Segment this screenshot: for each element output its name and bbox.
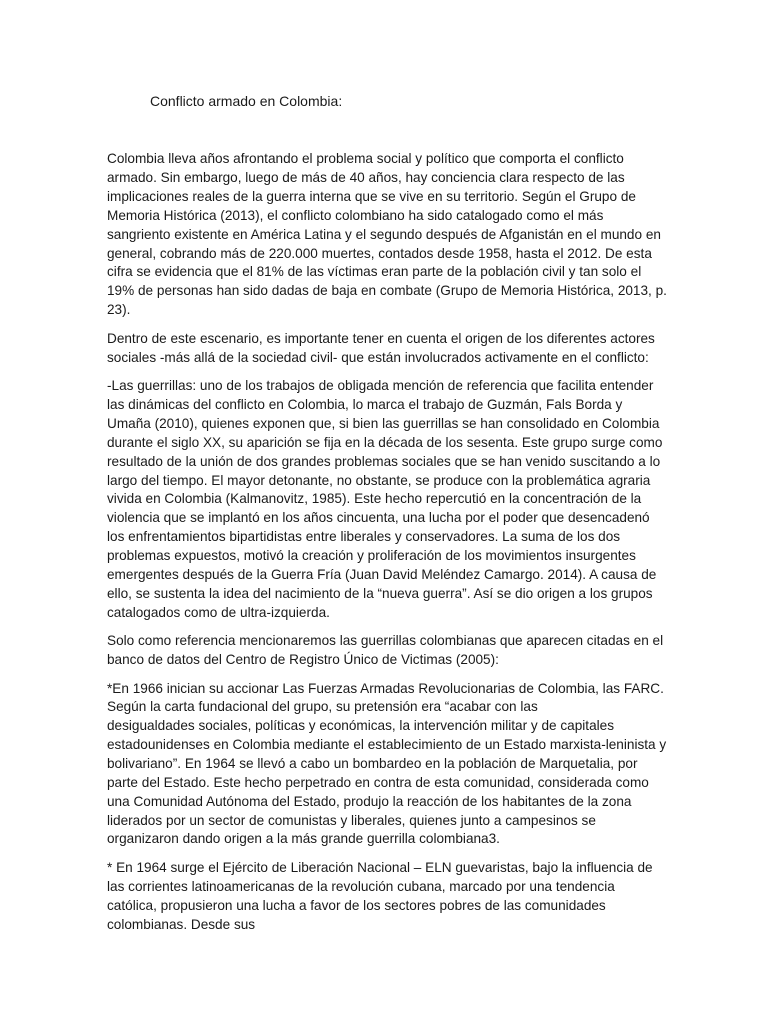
paragraph-eln: * En 1964 surge el Ejército de Liberación Nacional – ELN guevaristas, bajo la influencia de las corrientes latinoamericanas de la revolución cubana, marcado por una tendencia católica, propusieron una lucha a favor de los sectores pobres de las comunidades colombianas. Desde sus	[107, 859, 653, 932]
paragraph-intro: Colombia lleva años afrontando el problema social y político que comporta el conflicto armado. Sin embargo, luego de más de 40 años, hay conciencia clara respecto de las implicaciones reales de la guerra interna que se vive en su territorio. Según el Grupo de Memoria Histórica (2013), el conflicto colombiano ha sido catalogado como el más sangriento existente en América Latina y el segundo después de Afganistán en el mundo en general, cobrando más de 220.000 muertes, contados desde 1958, hasta el 2012. De esta cifra se evidencia que el 81% de las víctimas eran parte de la población civil y tan solo el 19% de personas han sido dadas de baja en combate (Grupo de Memoria Histórica, 2013, p. 23).	[107, 151, 667, 318]
paragraph-farc-start: *En 1966 inician su accionar Las Fuerzas Armadas Revolucionarias de Colombia, las FARC. Según la carta fundacional del grupo, su pretensión era “acabar con las	[107, 680, 664, 715]
text-block-page-1	[107, 150, 667, 727]
paragraph-farc-continued: desigualdades sociales, políticas y económicas, la intervención militar y de capitales estadounidenses en Colombia mediante el establecimiento de un Estado marxista-leninista y bolivariano”. En 1964 se llevó a cabo un bombardeo en la población de Marquetalia, por parte del Estado. Este hecho perpetrado en contra de esta comunidad, considerada como una Comunidad Autónoma del Estado, produjo la reacción de los habitantes de la zona liderados por un sector de comunistas y liberales, quienes junto a campesinos se organizaron dando origen a la más grande guerrilla colombiana3.	[107, 718, 667, 847]
paragraph-guerrillas: -Las guerrillas: uno de los trabajos de obligada mención de referencia que facilita entender las dinámicas del conflicto en Colombia, lo marca el trabajo de Guzmán, Fals Borda y Umaña (2010), quienes exponen que, si bien las guerrillas se han consolidado en Colombia durante el siglo XX, su aparición se fija en la década de los sesenta. Este grupo surge como resultado de la unión de dos grandes problemas sociales que se han venido suscitando a lo largo del tiempo. El mayor detonante, no obstante, se produce con la problemática agraria vivida en Colombia (Kalmanovitz, 1985). Este hecho repercutió en la concentración de la violencia que se implantó en los años cincuenta, una lucha por el poder que desencadenó los enfrentamientos bipartidistas entre liberales y conservadores. La suma de los dos problemas expuestos, motivó la creación y proliferación de los movimientos insurgentes emergentes después de la Guerra Fría (Juan David Meléndez Camargo. 2014). A causa de ello, se sustenta la idea del nacimiento de la “nueva guerra”. Así se dio origen a los grupos catalogados como de ultra-izquierda.	[107, 377, 663, 620]
text-block-page-2	[107, 717, 667, 944]
document-title: Conflicto armado en Colombia:	[150, 93, 343, 109]
paragraph-actors: Dentro de este escenario, es importante tener en cuenta el origen de los diferentes actores sociales -más allá de la sociedad civil- que están involucrados activamente en el conflicto:	[107, 330, 655, 365]
paragraph-reference: Solo como referencia mencionaremos las guerrillas colombianas que aparecen citadas en el banco de datos del Centro de Registro Único de Victimas (2005):	[107, 633, 664, 668]
